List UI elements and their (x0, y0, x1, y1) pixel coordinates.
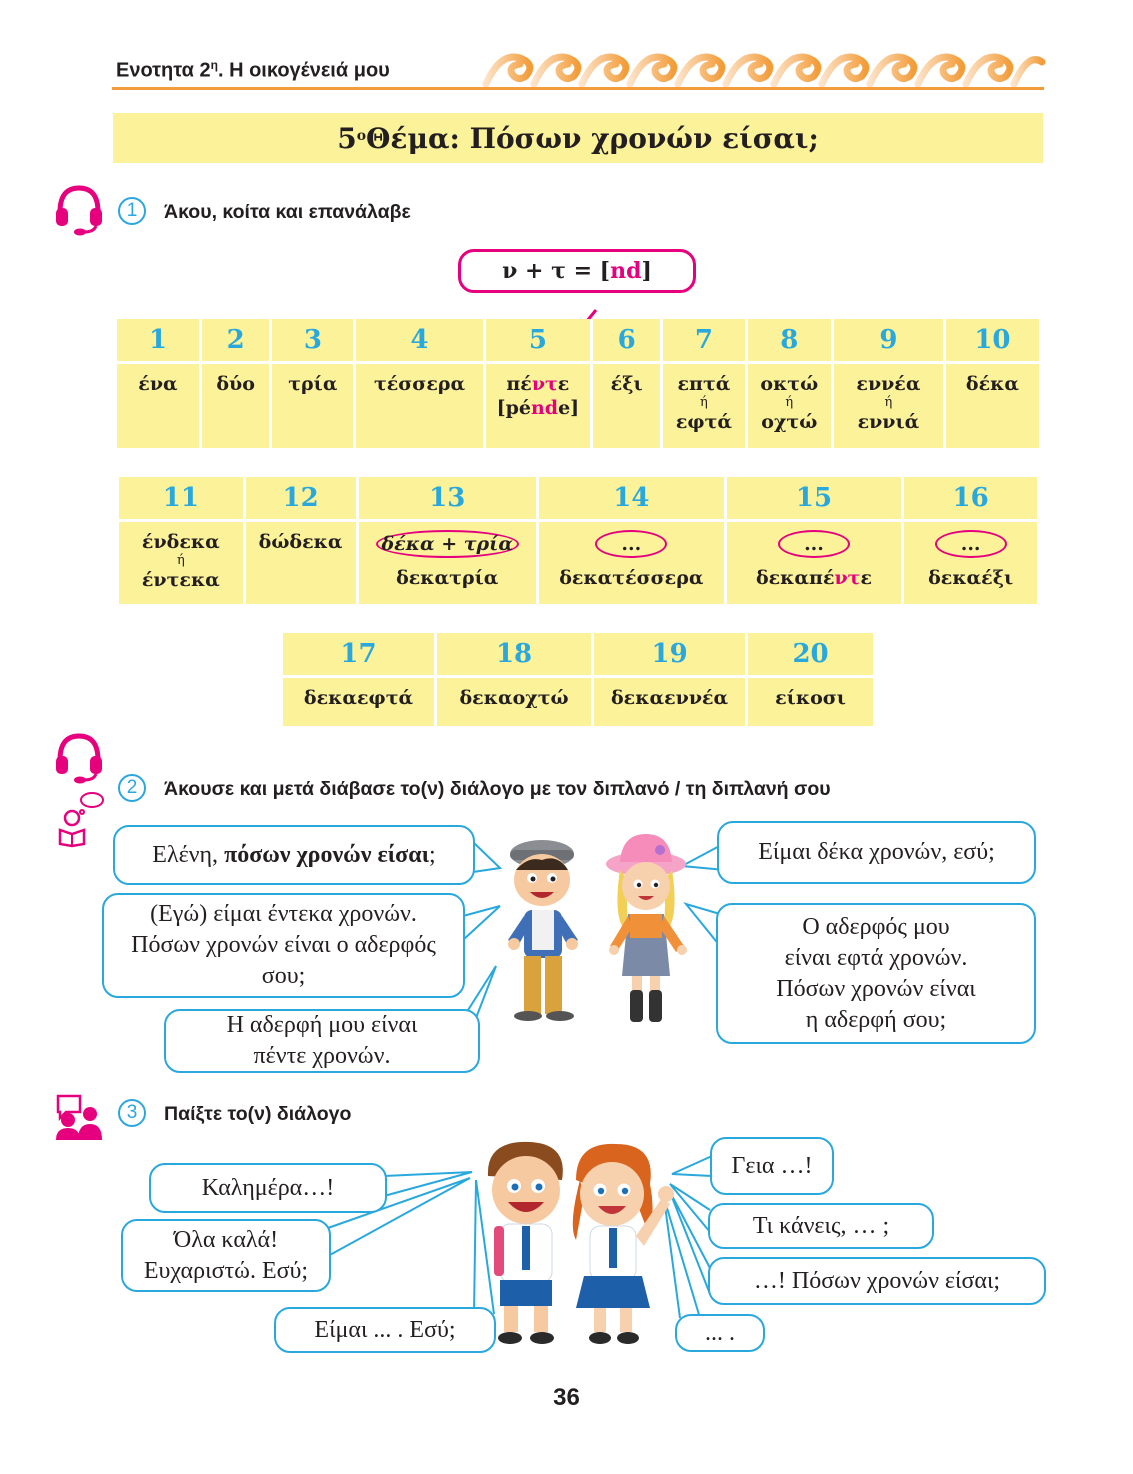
speech-bubble-sister-age: Η αδερφή μου είναι πέντε χρονών. (164, 1009, 480, 1073)
speech-bubble-girl-age: Είμαι δέκα χρονών, εσύ; (717, 821, 1036, 884)
word-cell: ένα (117, 364, 199, 448)
exercise-number-badge: 1 (118, 197, 146, 225)
number-cell: 20 (748, 633, 873, 675)
number-cell: 7 (663, 319, 744, 361)
word-cell: τέσσερα (356, 364, 482, 448)
unit-title: Ενοτητα $2^\eta$. Η οικογένειά μου (116, 58, 390, 82)
number-cell: 13 (359, 477, 536, 519)
word-cell-sixteen: ... δεκαέξι (904, 522, 1037, 604)
word-cell: δεκαεννέα (594, 678, 745, 726)
word-cell-five: πέντε [pénde] (486, 364, 590, 448)
answer-oval: ... (778, 530, 850, 558)
number-cell: 12 (246, 477, 356, 519)
pair-dialogue-icon (54, 1090, 104, 1140)
word-cell-fourteen: ... δεκατέσσερα (539, 522, 724, 604)
number-cell: 6 (593, 319, 660, 361)
girl-character-illustration (598, 830, 694, 1028)
word-cell-eleven: ένδεκα ή έντεκα (119, 522, 243, 604)
word-cell-eight: οκτώ ή οχτώ (748, 364, 831, 448)
exercise-title: Παίξτε το(ν) διάλογο (164, 1103, 352, 1125)
word-cell: δέκα (946, 364, 1039, 448)
speech-bubble-answer-blank: ... . (675, 1314, 765, 1352)
number-cell: 16 (904, 477, 1037, 519)
number-cell: 2 (202, 319, 269, 361)
word-cell: τρία (272, 364, 353, 448)
number-cell: 9 (834, 319, 943, 361)
speech-bubble-how-old: …! Πόσων χρονών είσαι; (708, 1257, 1046, 1305)
word-cell: δεκαοχτώ (437, 678, 591, 726)
speech-bubble-brother-age: Ο αδερφός μου είναι εφτά χρονών. Πόσων χρονών είναι η αδερφή σου; (716, 903, 1036, 1044)
word-cell-thirteen: δέκα + τρία δεκατρία (359, 522, 536, 604)
number-cell: 3 (272, 319, 353, 361)
word-cell: έξι (593, 364, 660, 448)
page-number: 36 (553, 1384, 580, 1411)
answer-oval: δέκα + τρία (376, 530, 519, 558)
number-cell: 4 (356, 319, 482, 361)
word-cell-seven: επτά ή εφτά (663, 364, 744, 448)
number-cell: 5 (486, 319, 590, 361)
topic-title: 5 $^o$ Θέμα: Πόσων χρονών είσαι; (113, 113, 1043, 163)
speech-bubble-how-are-you: Τι κάνεις, … ; (708, 1203, 934, 1249)
speech-bubble-boy-age: (Εγώ) είμαι έντεκα χρονών. Πόσων χρονών είναι ο αδερφός σου; (102, 893, 465, 998)
number-cell: 15 (727, 477, 902, 519)
number-cell: 11 (119, 477, 243, 519)
number-cell: 14 (539, 477, 724, 519)
exercise-title: Άκου, κοίτα και επανάλαβε (164, 201, 411, 223)
number-cell: 19 (594, 633, 745, 675)
speech-bubble-i-am: Είμαι ... . Εσύ; (274, 1307, 496, 1353)
word-cell: δεκαεφτά (283, 678, 434, 726)
word-cell: δύο (202, 364, 269, 448)
answer-oval: ... (595, 530, 667, 558)
boy-character-illustration (498, 832, 590, 1024)
exercise-number-badge: 2 (118, 774, 146, 802)
speech-bubble-question: Ελένη, πόσων χρονών είσαι; (113, 825, 475, 885)
schoolchildren-illustration (480, 1136, 680, 1348)
word-cell-fifteen: ... δεκαπέντε (727, 522, 902, 604)
number-cell: 8 (748, 319, 831, 361)
number-cell: 10 (946, 319, 1039, 361)
word-cell-nine: εννέα ή εννιά (834, 364, 943, 448)
exercise-number-badge: 3 (118, 1099, 146, 1127)
pronunciation-rule: ν + τ = [ nd ] (458, 249, 696, 293)
exercise-title: Άκουσε και μετά διάβασε το(ν) διάλογο με τον διπλανό / τη διπλανή σου (164, 778, 831, 800)
speech-bubble-hello: Γεια …! (710, 1137, 834, 1195)
number-cell: 1 (117, 319, 199, 361)
speech-bubble-good-morning: Καλημέρα…! (149, 1163, 387, 1213)
number-cell: 17 (283, 633, 434, 675)
word-cell: δώδεκα (246, 522, 356, 604)
number-cell: 18 (437, 633, 591, 675)
answer-oval: ... (935, 530, 1007, 558)
word-cell: είκοσι (748, 678, 873, 726)
speech-bubble-all-good: Όλα καλά! Ευχαριστώ. Εσύ; (121, 1219, 331, 1292)
